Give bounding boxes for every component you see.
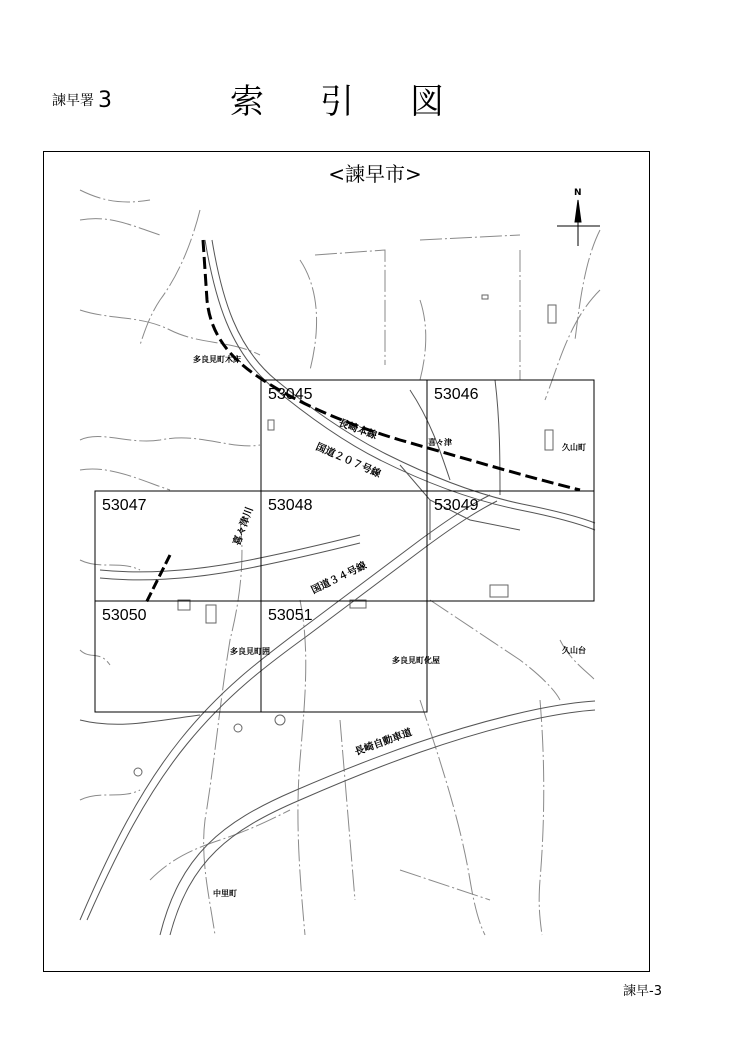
- road-expressway: 長崎自動車道: [353, 727, 414, 759]
- river-kitsugawa: 喜々津川: [231, 505, 256, 548]
- north-arrow-icon: [557, 200, 600, 246]
- title-char-3: 図: [410, 82, 444, 122]
- place-tarami-sono: 多良見町囲: [230, 647, 270, 656]
- title-char-2: 引: [320, 82, 354, 122]
- place-kitsu: 喜々津: [428, 438, 452, 447]
- station-number: 3: [98, 88, 112, 113]
- rail-nagasaki-line: 長崎本線: [336, 417, 379, 442]
- place-tarami-kidoko: 多良見町木床: [193, 355, 241, 364]
- grid-cell-53049[interactable]: 53049: [434, 497, 479, 514]
- grid-cell-53047[interactable]: 53047: [102, 497, 147, 514]
- page-number-label: 諫早-3: [623, 984, 662, 999]
- map-subtitle: <諫早市>: [328, 162, 422, 186]
- place-nakazato: 中里町: [213, 889, 237, 898]
- road-route-207: 国道２０７号線: [313, 441, 383, 481]
- buildings: [134, 295, 556, 776]
- grid-cell-53050[interactable]: 53050: [102, 607, 147, 624]
- north-label: N: [574, 188, 582, 198]
- place-kuyamacho: 久山町: [562, 443, 586, 452]
- grid-cell-53046[interactable]: 53046: [434, 386, 479, 403]
- place-tarami-keya: 多良見町化屋: [392, 656, 440, 665]
- grid-cell-53048[interactable]: 53048: [268, 497, 313, 514]
- station-name: 諫早署: [52, 93, 94, 109]
- title-char-1: 索: [230, 82, 264, 122]
- place-kuyamadai: 久山台: [562, 646, 586, 655]
- road-route-34: 国道３４号線: [309, 560, 369, 597]
- terrain-lines: [80, 190, 600, 935]
- major-roads: [80, 240, 595, 935]
- grid-cell-53051[interactable]: 53051: [268, 607, 313, 624]
- grid-cell-53045[interactable]: 53045: [268, 386, 313, 403]
